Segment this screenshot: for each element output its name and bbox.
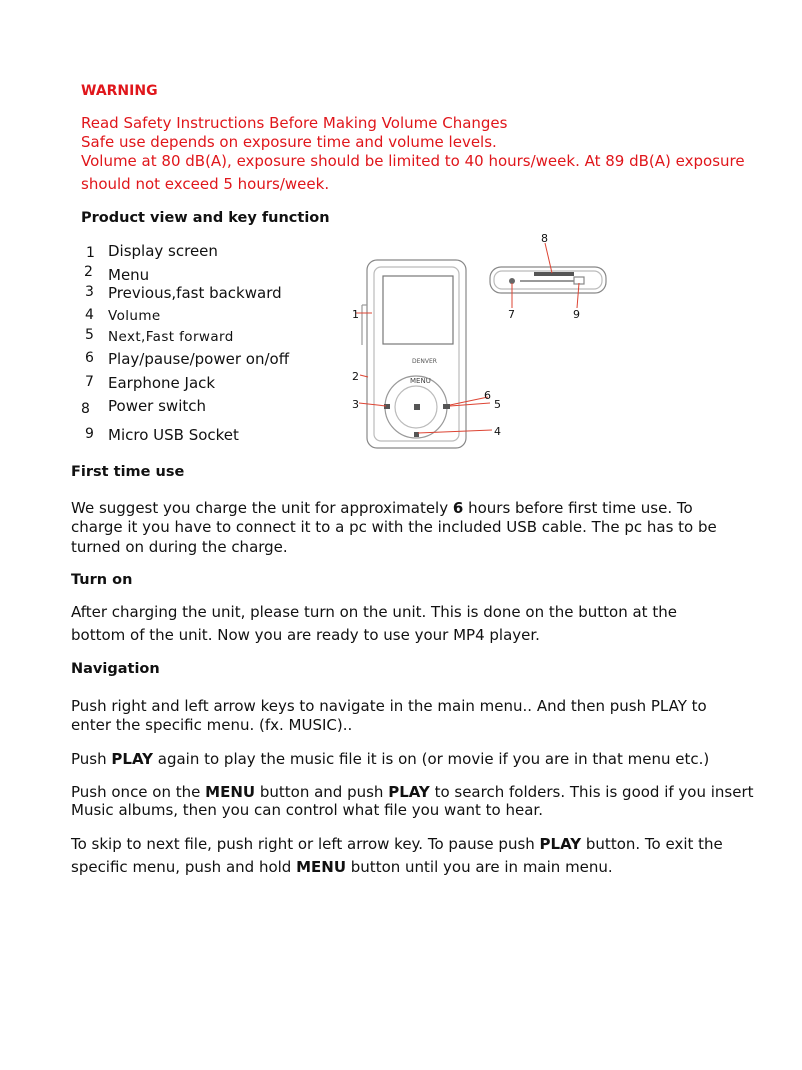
- key-number: 7: [85, 374, 94, 390]
- callout-9: 9: [573, 308, 580, 321]
- device-top-view: [490, 267, 606, 293]
- turn-on-heading: Turn on: [71, 572, 133, 588]
- key-label: Previous,fast backward: [108, 284, 282, 302]
- navigation-p1-line-1: Push right and left arrow keys to navigate in the main menu.. And then push PLAY to: [71, 697, 707, 715]
- key-number: 4: [85, 307, 94, 323]
- navigation-p4-line-2: specific menu, push and hold MENU button until you are in main menu.: [71, 858, 613, 876]
- key-number: 5: [85, 327, 94, 343]
- warning-line-4: should not exceed 5 hours/week.: [81, 175, 330, 193]
- callout-5: 5: [494, 398, 501, 411]
- key-number: 1: [86, 245, 95, 261]
- product-view-heading: Product view and key function: [81, 210, 330, 226]
- navigation-p4-line-1: To skip to next file, push right or left arrow key. To pause push PLAY button. To exit the: [71, 835, 723, 853]
- warning-line-1: Read Safety Instructions Before Making Volume Changes: [81, 114, 508, 132]
- callout-8: 8: [541, 232, 548, 245]
- key-label: Volume: [108, 308, 161, 324]
- warning-line-2: Safe use depends on exposure time and volume levels.: [81, 133, 497, 151]
- first-time-use-heading: First time use: [71, 464, 185, 480]
- navigation-p3-line-1: Push once on the MENU button and push PLAY to search folders. This is good if you insert: [71, 783, 754, 801]
- key-label: Play/pause/power on/off: [108, 350, 290, 368]
- callout-1: 1: [352, 308, 359, 321]
- navigation-p3-line-2: Music albums, then you can control what file you want to hear.: [71, 801, 543, 819]
- callout-4: 4: [494, 425, 501, 438]
- navigation-p1-line-2: enter the specific menu. (fx. MUSIC)..: [71, 716, 353, 734]
- key-number: 6: [85, 350, 94, 366]
- key-label: Earphone Jack: [108, 374, 216, 392]
- callout-7: 7: [508, 308, 515, 321]
- device-brand: DENVER: [412, 358, 437, 365]
- device-diagram: [330, 225, 620, 460]
- callout-6: 6: [484, 389, 491, 402]
- device-front-view: [362, 260, 466, 448]
- navigation-p2: Push PLAY again to play the music file it is on (or movie if you are in that menu etc.): [71, 750, 710, 768]
- key-label: Menu: [108, 266, 150, 284]
- first-time-use-line-3: turned on during the charge.: [71, 538, 288, 556]
- key-number: 9: [85, 426, 94, 442]
- warning-title: WARNING: [81, 83, 158, 99]
- device-menu-label: MENU: [410, 377, 431, 385]
- callout-2: 2: [352, 370, 359, 383]
- callout-3: 3: [352, 398, 359, 411]
- key-number: 3: [85, 284, 94, 300]
- key-label: Power switch: [108, 397, 207, 415]
- turn-on-line-2: bottom of the unit. Now you are ready to use your MP4 player.: [71, 626, 540, 644]
- key-number: 8: [81, 401, 90, 417]
- warning-line-3: Volume at 80 dB(A), exposure should be limited to 40 hours/week. At 89 dB(A) exposure: [81, 152, 745, 170]
- key-label: Next,Fast forward: [108, 329, 234, 345]
- turn-on-line-1: After charging the unit, please turn on the unit. This is done on the button at the: [71, 603, 677, 621]
- navigation-heading: Navigation: [71, 661, 160, 677]
- key-label: Micro USB Socket: [108, 426, 239, 444]
- first-time-use-line-1: We suggest you charge the unit for approximately 6 hours before first time use. To: [71, 499, 693, 517]
- key-number: 2: [84, 264, 93, 280]
- first-time-use-line-2: charge it you have to connect it to a pc with the included USB cable. The pc has to be: [71, 518, 717, 536]
- key-label: Display screen: [108, 242, 218, 260]
